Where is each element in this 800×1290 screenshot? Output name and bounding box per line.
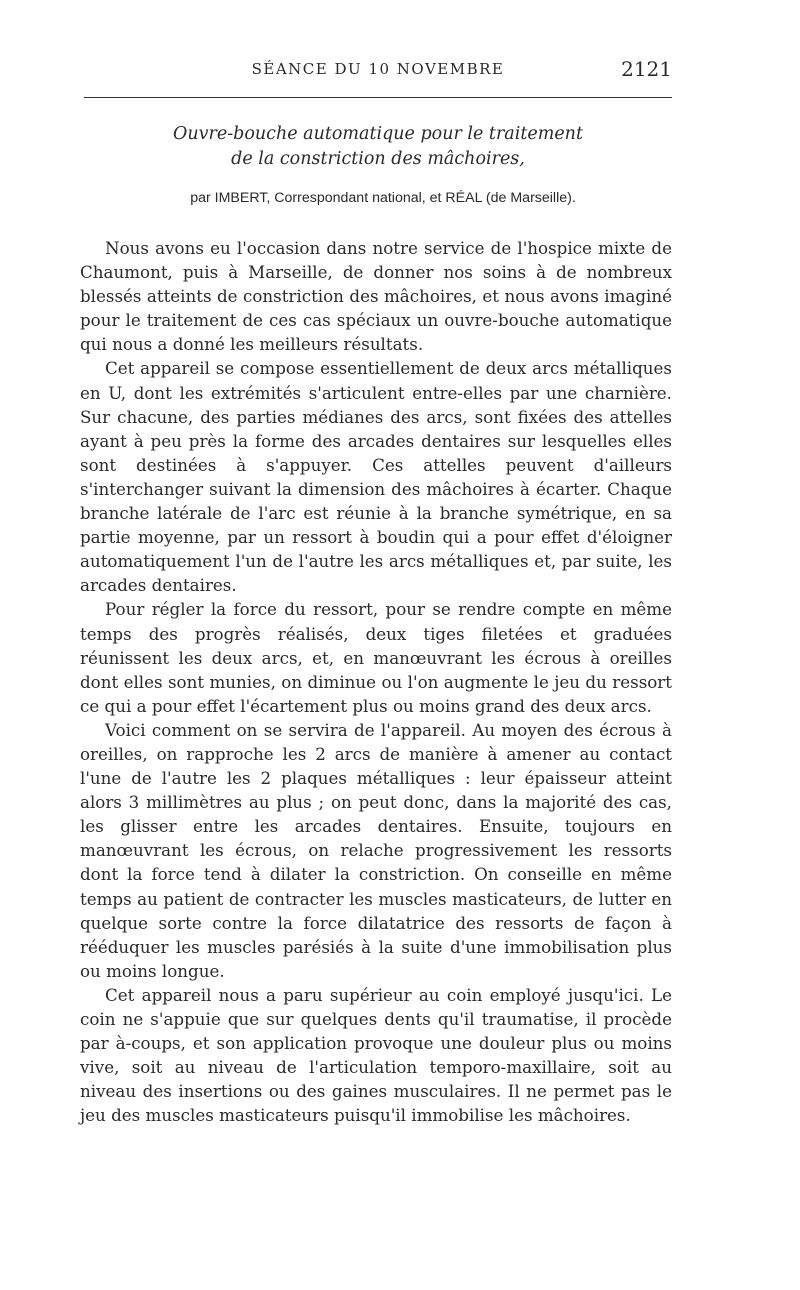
paragraph-1: Nous avons eu l'occasion dans notre service de l'hospice mixte de Chaumont, puis à Marseille, de donner nos soins à de nombreux blessés atteints de constriction des mâchoires, et nous avons imaginé pour le traitement de ces cas spéciaux un ouvre-bouche automatique qui nous a donné les meilleurs résultats. [80, 238, 672, 355]
running-head [84, 57, 672, 88]
page-number: 2121 [621, 57, 672, 81]
paragraph-5: Cet appareil nous a paru supérieur au coin employé jusqu'ici. Le coin ne s'appuie que sur quelques dents qu'il traumatise, il procède par à-coups, et son application provoque une douleur plus ou moins vive, soit au niveau de l'articulation temporo-maxillaire, soit au niveau des insertions ou des gaines musculaires. Il ne permet pas le jeu des muscles masticateurs puisqu'il immobilise les mâchoires. [80, 984, 672, 1126]
running-head-title: SÉANCE DU 10 NOVEMBRE [251, 60, 505, 78]
paragraph-2: Cet appareil se compose essentiellement de deux arcs métalliques en U, dont les extrémités s'articulent entre-elles par une charnière. Sur chacune, des parties médianes des arcs, sont fixées des attelles ayant à peu près la forme des arcades dentaires sur lesquelles elles sont destinées à s'appuyer. Ces attelles peuvent d'ailleurs s'interchanger suivant la dimension des mâchoires à écarter. Chaque branche latérale de l'arc est réunie à la branche symétrique, en sa partie moyenne, par un ressort à boudin qui a pour effet d'éloigner automatiquement l'un de l'autre les arcs métalliques et, par suite, les arcades dentaires. [80, 358, 672, 596]
header-rule [84, 97, 672, 98]
paragraph-3: Pour régler la force du ressort, pour se rendre compte en même temps des progrès réalisés, deux tiges filetées et graduées réunissent les deux arcs, et, en manœuvrant les écrous à oreilles dont elles sont munies, on diminue ou l'on augmente le jeu du ressort ce qui a pour effet l'écartement plus ou moins grand des deux arcs. [80, 599, 672, 716]
article-body [80, 236, 672, 1127]
article-byline: par IMBERT, Correspondant national, et RÉAL (de Marseille). [190, 190, 576, 206]
article-title-line-2: de la constriction des mâchoires, [231, 149, 525, 169]
article-title-line-1: Ouvre-bouche automatique pour le traitement [173, 124, 583, 144]
paragraph-4: Voici comment on se servira de l'appareil. Au moyen des écrous à oreilles, on rapproche les 2 arcs de manière à amener au contact l'une de l'autre les 2 plaques métalliques : leur épaisseur atteint alors 3 millimètres au plus ; on peut donc, dans la majorité des cas, les glisser entre les arcades dentaires. Ensuite, toujours en manœuvrant les écrous, on relache progressivement les ressorts dont la force tend à dilater la constriction. On conseille en même temps au patient de contracter les muscles masticateurs, de lutter en quelque sorte contre la force dilatatrice des ressorts de façon à rééduquer les muscles parésiés à la suite d'une immobilisation plus ou moins longue. [80, 719, 672, 981]
article-title [84, 122, 672, 172]
